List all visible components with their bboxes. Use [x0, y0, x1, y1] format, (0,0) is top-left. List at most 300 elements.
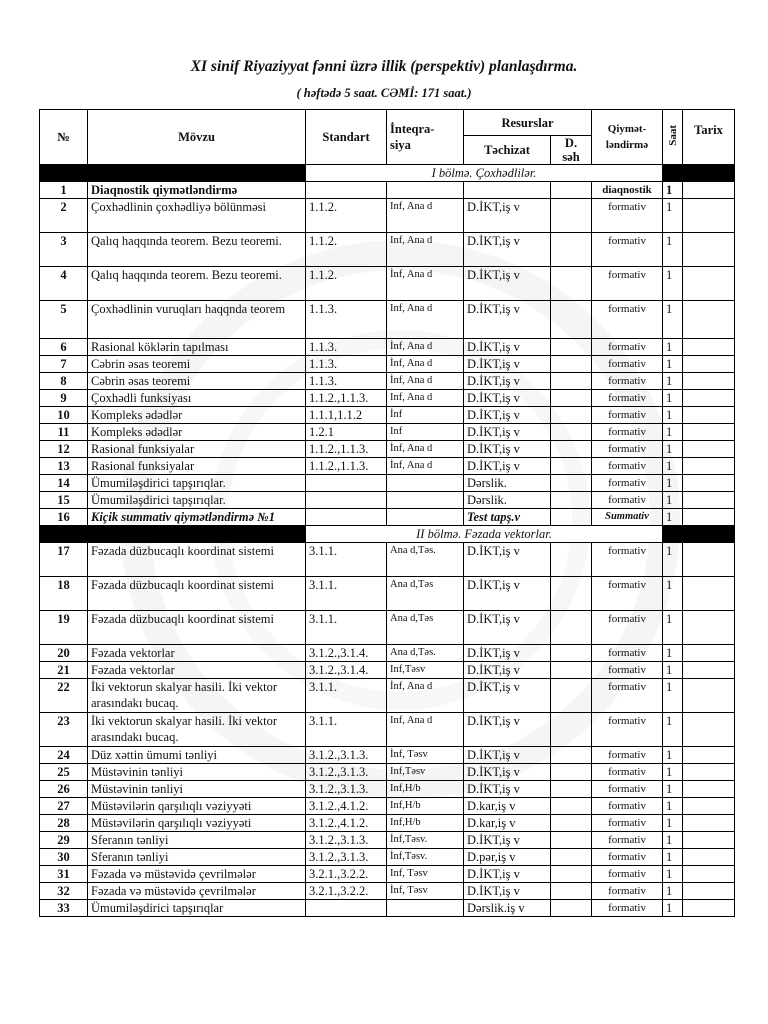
- row-equipment: D.İKT,iş v: [464, 764, 551, 781]
- row-topic: Müstəvinin tənliyi: [88, 781, 306, 798]
- row-topic: Rasional funksiyalar: [88, 441, 306, 458]
- header-assessment: Qiymət- ləndirmə: [592, 110, 663, 165]
- row-hours: 1: [663, 611, 683, 645]
- row-equipment: D.İKT,iş v: [464, 199, 551, 233]
- table-row: [40, 543, 735, 577]
- row-number: 22: [40, 679, 88, 713]
- row-topic: Sferanın tənliyi: [88, 832, 306, 849]
- row-standard: 1.1.2.: [306, 233, 387, 267]
- row-d-hour: [551, 713, 592, 747]
- row-integration: Inf: [387, 424, 464, 441]
- row-d-hour: [551, 233, 592, 267]
- row-hours: 1: [663, 182, 683, 199]
- row-equipment: D.İKT,iş v: [464, 866, 551, 883]
- row-standard: 1.1.2.: [306, 199, 387, 233]
- row-assessment: formativ: [592, 356, 663, 373]
- row-number: 29: [40, 832, 88, 849]
- row-standard: 1.1.2.,1.1.3.: [306, 441, 387, 458]
- row-standard: 3.1.1.: [306, 713, 387, 747]
- row-assessment: formativ: [592, 492, 663, 509]
- row-integration: Ana d,Təs: [387, 577, 464, 611]
- table-row: [40, 764, 735, 781]
- row-hours: 1: [663, 407, 683, 424]
- row-equipment: Test tapş.v: [464, 509, 551, 526]
- row-integration: İnf, Təsv: [387, 883, 464, 900]
- page-subtitle: ( həftədə 5 saat. CƏMİ: 171 saat.): [296, 86, 472, 100]
- row-assessment: formativ: [592, 662, 663, 679]
- row-date: [683, 407, 735, 424]
- header-standard: Standart: [306, 110, 387, 165]
- table-row: [40, 182, 735, 199]
- row-standard: 1.1.3.: [306, 339, 387, 356]
- row-d-hour: [551, 849, 592, 866]
- row-number: 14: [40, 475, 88, 492]
- row-hours: 1: [663, 339, 683, 356]
- row-d-hour: [551, 577, 592, 611]
- row-equipment: Dərslik.: [464, 475, 551, 492]
- table-row: [40, 356, 735, 373]
- row-assessment: formativ: [592, 267, 663, 301]
- row-date: [683, 798, 735, 815]
- row-d-hour: [551, 339, 592, 356]
- row-equipment: D.İKT,iş v: [464, 233, 551, 267]
- row-standard: [306, 900, 387, 917]
- row-hours: 1: [663, 713, 683, 747]
- row-date: [683, 199, 735, 233]
- row-integration: Inf, Ana d: [387, 199, 464, 233]
- row-d-hour: [551, 611, 592, 645]
- row-hours: 1: [663, 900, 683, 917]
- row-equipment: [464, 182, 551, 199]
- row-d-hour: [551, 301, 592, 339]
- row-d-hour: [551, 645, 592, 662]
- row-integration: İnf: [387, 407, 464, 424]
- row-topic: Müstəvinin tənliyi: [88, 764, 306, 781]
- row-date: [683, 747, 735, 764]
- row-assessment: formativ: [592, 645, 663, 662]
- row-equipment: Dərslik.iş v: [464, 900, 551, 917]
- row-topic: Ümumiləşdirici tapşırıqlar: [88, 900, 306, 917]
- row-equipment: D.İKT,iş v: [464, 356, 551, 373]
- row-hours: 1: [663, 883, 683, 900]
- row-number: 30: [40, 849, 88, 866]
- table-row: [40, 645, 735, 662]
- row-standard: 3.1.2.,3.1.3.: [306, 832, 387, 849]
- row-date: [683, 883, 735, 900]
- row-number: 28: [40, 815, 88, 832]
- row-date: [683, 233, 735, 267]
- row-standard: 1.1.3.: [306, 356, 387, 373]
- row-integration: [387, 492, 464, 509]
- row-hours: 1: [663, 199, 683, 233]
- row-assessment: formativ: [592, 713, 663, 747]
- section-bar-left: [40, 526, 306, 543]
- row-date: [683, 645, 735, 662]
- row-standard: 3.1.2.,3.1.4.: [306, 645, 387, 662]
- row-number: 10: [40, 407, 88, 424]
- row-standard: 3.1.1.: [306, 679, 387, 713]
- row-standard: 1.1.3.: [306, 373, 387, 390]
- row-topic: Müstəvilərin qarşılıqlı vəziyyəti: [88, 798, 306, 815]
- row-integration: İnf, Ana d: [387, 679, 464, 713]
- row-topic: Rasional funksiyalar: [88, 458, 306, 475]
- row-assessment: formativ: [592, 339, 663, 356]
- row-equipment: D.İKT,iş v: [464, 441, 551, 458]
- row-d-hour: [551, 182, 592, 199]
- row-d-hour: [551, 492, 592, 509]
- row-hours: 1: [663, 679, 683, 713]
- row-d-hour: [551, 815, 592, 832]
- row-d-hour: [551, 509, 592, 526]
- row-number: 12: [40, 441, 88, 458]
- row-assessment: formativ: [592, 199, 663, 233]
- section-title: I bölmə. Çoxhədlilər.: [306, 165, 663, 182]
- row-integration: Ana d,Təs: [387, 611, 464, 645]
- row-hours: 1: [663, 747, 683, 764]
- row-date: [683, 781, 735, 798]
- row-standard: 3.1.2.,3.1.3.: [306, 747, 387, 764]
- row-number: 32: [40, 883, 88, 900]
- header-equipment: Təchizat: [464, 136, 551, 165]
- table-row: [40, 199, 735, 233]
- row-equipment: D.İKT,iş v: [464, 747, 551, 764]
- row-standard: 3.1.2.,4.1.2.: [306, 815, 387, 832]
- row-equipment: D.İKT,iş v: [464, 339, 551, 356]
- row-integration: İnf, Ana d: [387, 373, 464, 390]
- row-integration: Ana d,Təs.: [387, 543, 464, 577]
- row-number: 1: [40, 182, 88, 199]
- row-integration: [387, 182, 464, 199]
- row-topic: Fəzada və müstəvidə çevrilmələr: [88, 883, 306, 900]
- row-date: [683, 339, 735, 356]
- header-topic: Mövzu: [88, 110, 306, 165]
- row-equipment: D.İKT,iş v: [464, 645, 551, 662]
- row-topic: Diaqnostik qiymətləndirmə: [88, 182, 306, 199]
- table-row: [40, 373, 735, 390]
- row-topic: Çoxhədlinin vuruqları haqqnda teorem: [88, 301, 306, 339]
- row-hours: 1: [663, 267, 683, 301]
- row-d-hour: [551, 679, 592, 713]
- row-integration: Ana d,Təs.: [387, 645, 464, 662]
- row-equipment: D.İKT,iş v: [464, 543, 551, 577]
- row-date: [683, 182, 735, 199]
- row-number: 17: [40, 543, 88, 577]
- row-assessment: formativ: [592, 815, 663, 832]
- row-hours: 1: [663, 645, 683, 662]
- row-standard: 1.1.3.: [306, 301, 387, 339]
- row-standard: 3.1.1.: [306, 543, 387, 577]
- row-d-hour: [551, 900, 592, 917]
- row-d-hour: [551, 832, 592, 849]
- row-number: 23: [40, 713, 88, 747]
- row-equipment: D.İKT,iş v: [464, 407, 551, 424]
- row-integration: Inf,Təsv: [387, 764, 464, 781]
- table-row: [40, 781, 735, 798]
- row-date: [683, 815, 735, 832]
- row-equipment: D.İKT,iş v: [464, 267, 551, 301]
- row-number: 16: [40, 509, 88, 526]
- row-integration: Inf, Ana d: [387, 713, 464, 747]
- row-topic: Düz xəttin ümumi tənliyi: [88, 747, 306, 764]
- section-bar-left: [40, 165, 306, 182]
- row-hours: 1: [663, 373, 683, 390]
- header-hours: [663, 110, 683, 165]
- row-hours: 1: [663, 390, 683, 407]
- row-equipment: D.pər,iş v: [464, 849, 551, 866]
- row-equipment: D.İKT,iş v: [464, 301, 551, 339]
- row-equipment: D.İKT,iş v: [464, 883, 551, 900]
- row-integration: İnf, Ana d: [387, 339, 464, 356]
- row-number: 9: [40, 390, 88, 407]
- table-row: [40, 267, 735, 301]
- row-integration: [387, 509, 464, 526]
- row-hours: 1: [663, 458, 683, 475]
- row-standard: 3.1.2.,3.1.4.: [306, 662, 387, 679]
- plan-table: [39, 109, 735, 917]
- table-row: [40, 832, 735, 849]
- row-number: 7: [40, 356, 88, 373]
- row-d-hour: [551, 390, 592, 407]
- row-standard: 1.1.2.,1.1.3.: [306, 458, 387, 475]
- row-integration: İnf, Ana d: [387, 267, 464, 301]
- table-row: [40, 390, 735, 407]
- row-date: [683, 301, 735, 339]
- table-row: [40, 509, 735, 526]
- row-standard: 3.1.2.,3.1.3.: [306, 781, 387, 798]
- plan-body: [40, 165, 735, 917]
- row-topic: Fəzada düzbucaqlı koordinat sistemi: [88, 577, 306, 611]
- row-integration: Inf,H/b: [387, 815, 464, 832]
- row-topic: İki vektorun skalyar hasili. İki vektor arasındakı bucaq.: [88, 679, 306, 713]
- row-standard: [306, 492, 387, 509]
- row-equipment: D.İKT,iş v: [464, 781, 551, 798]
- table-row: [40, 441, 735, 458]
- row-equipment: D.İKT,iş v: [464, 458, 551, 475]
- table-row: [40, 424, 735, 441]
- row-integration: Inf,Təsv: [387, 662, 464, 679]
- row-topic: Sferanın tənliyi: [88, 849, 306, 866]
- header-no: №: [40, 110, 88, 165]
- table-row: [40, 713, 735, 747]
- row-equipment: D.İKT,iş v: [464, 679, 551, 713]
- row-d-hour: [551, 475, 592, 492]
- row-date: [683, 764, 735, 781]
- row-assessment: formativ: [592, 900, 663, 917]
- row-topic: Çoxhədli funksiyası: [88, 390, 306, 407]
- row-topic: İki vektorun skalyar hasili. İki vektor arasındakı bucaq.: [88, 713, 306, 747]
- row-equipment: D.kar,iş v: [464, 815, 551, 832]
- row-equipment: D.İKT,iş v: [464, 662, 551, 679]
- row-d-hour: [551, 866, 592, 883]
- row-standard: [306, 182, 387, 199]
- row-standard: 3.1.2.,3.1.3.: [306, 764, 387, 781]
- section-bar-right: [663, 526, 735, 543]
- row-assessment: formativ: [592, 781, 663, 798]
- row-assessment: formativ: [592, 764, 663, 781]
- row-hours: 1: [663, 662, 683, 679]
- row-number: 20: [40, 645, 88, 662]
- section-row: [40, 526, 735, 543]
- row-hours: 1: [663, 577, 683, 611]
- header-d-hour: D. səh: [551, 136, 592, 165]
- row-date: [683, 267, 735, 301]
- row-date: [683, 543, 735, 577]
- header-date: Tarix: [683, 110, 735, 165]
- row-hours: 1: [663, 441, 683, 458]
- row-assessment: formativ: [592, 747, 663, 764]
- row-hours: 1: [663, 301, 683, 339]
- row-assessment: formativ: [592, 458, 663, 475]
- table-row: [40, 577, 735, 611]
- row-date: [683, 390, 735, 407]
- row-hours: 1: [663, 781, 683, 798]
- row-assessment: Summativ: [592, 509, 663, 526]
- row-date: [683, 356, 735, 373]
- row-topic: Cəbrin əsas teoremi: [88, 356, 306, 373]
- table-row: [40, 798, 735, 815]
- row-d-hour: [551, 267, 592, 301]
- page-title: XI sinif Riyaziyyat fənni üzrə illik (perspektiv) planlaşdırma.: [190, 58, 578, 75]
- row-date: [683, 713, 735, 747]
- row-number: 33: [40, 900, 88, 917]
- row-date: [683, 441, 735, 458]
- table-row: [40, 407, 735, 424]
- row-topic: Cəbrin əsas teoremi: [88, 373, 306, 390]
- row-assessment: formativ: [592, 407, 663, 424]
- row-integration: Inf, Təsv: [387, 866, 464, 883]
- row-hours: 1: [663, 798, 683, 815]
- row-number: 11: [40, 424, 88, 441]
- row-standard: 3.1.2.,3.1.3.: [306, 849, 387, 866]
- row-integration: İnf, Təsv: [387, 747, 464, 764]
- row-standard: [306, 509, 387, 526]
- row-date: [683, 900, 735, 917]
- row-standard: 3.1.1.: [306, 577, 387, 611]
- row-integration: İnf, Ana d: [387, 458, 464, 475]
- row-hours: 1: [663, 233, 683, 267]
- row-d-hour: [551, 798, 592, 815]
- table-row: [40, 883, 735, 900]
- row-d-hour: [551, 883, 592, 900]
- row-topic: Ümumiləşdirici tapşırıqlar.: [88, 492, 306, 509]
- table-row: [40, 301, 735, 339]
- row-topic: Fəzada düzbucaqlı koordinat sistemi: [88, 543, 306, 577]
- table-row: [40, 900, 735, 917]
- row-assessment: formativ: [592, 866, 663, 883]
- row-standard: 3.1.1.: [306, 611, 387, 645]
- row-assessment: formativ: [592, 301, 663, 339]
- table-row: [40, 815, 735, 832]
- row-assessment: formativ: [592, 611, 663, 645]
- row-standard: 3.2.1.,3.2.2.: [306, 866, 387, 883]
- row-equipment: Dərslik.: [464, 492, 551, 509]
- row-equipment: D.İKT,iş v: [464, 577, 551, 611]
- row-hours: 1: [663, 356, 683, 373]
- row-date: [683, 832, 735, 849]
- row-topic: Fəzada və müstəvidə çevrilmələr: [88, 866, 306, 883]
- row-number: 3: [40, 233, 88, 267]
- row-equipment: D.İKT,iş v: [464, 424, 551, 441]
- row-hours: 1: [663, 866, 683, 883]
- row-number: 24: [40, 747, 88, 764]
- row-integration: İnf, Ana d: [387, 441, 464, 458]
- table-row: [40, 458, 735, 475]
- row-hours: 1: [663, 492, 683, 509]
- row-number: 2: [40, 199, 88, 233]
- row-topic: Müstəvilərin qarşılıqlı vəziyyəti: [88, 815, 306, 832]
- row-assessment: formativ: [592, 233, 663, 267]
- row-number: 21: [40, 662, 88, 679]
- row-date: [683, 679, 735, 713]
- table-row: [40, 662, 735, 679]
- row-topic: Kompleks ədədlər: [88, 407, 306, 424]
- header-hours-label: Saat: [666, 124, 679, 146]
- row-d-hour: [551, 543, 592, 577]
- table-row: [40, 679, 735, 713]
- row-equipment: D.İKT,iş v: [464, 611, 551, 645]
- row-integration: [387, 900, 464, 917]
- row-assessment: formativ: [592, 475, 663, 492]
- row-number: 6: [40, 339, 88, 356]
- row-d-hour: [551, 424, 592, 441]
- row-integration: İnf,Təsv.: [387, 832, 464, 849]
- row-assessment: formativ: [592, 883, 663, 900]
- row-integration: [387, 475, 464, 492]
- row-hours: 1: [663, 815, 683, 832]
- table-row: [40, 475, 735, 492]
- row-topic: Fəzada düzbucaqlı koordinat sistemi: [88, 611, 306, 645]
- row-d-hour: [551, 356, 592, 373]
- row-d-hour: [551, 662, 592, 679]
- row-date: [683, 475, 735, 492]
- row-number: 4: [40, 267, 88, 301]
- section-title: II bölmə. Fəzada vektorlar.: [306, 526, 663, 543]
- row-assessment: formativ: [592, 577, 663, 611]
- row-date: [683, 611, 735, 645]
- row-standard: 3.2.1.,3.2.2.: [306, 883, 387, 900]
- row-integration: İnf,Təsv.: [387, 849, 464, 866]
- row-date: [683, 866, 735, 883]
- row-assessment: formativ: [592, 832, 663, 849]
- row-topic: Fəzada vektorlar: [88, 662, 306, 679]
- row-topic: Fəzada vektorlar: [88, 645, 306, 662]
- table-row: [40, 611, 735, 645]
- row-number: 8: [40, 373, 88, 390]
- row-hours: 1: [663, 849, 683, 866]
- row-date: [683, 577, 735, 611]
- row-date: [683, 509, 735, 526]
- row-standard: 1.1.2.,1.1.3.: [306, 390, 387, 407]
- row-number: 13: [40, 458, 88, 475]
- row-equipment: D.kar,iş v: [464, 798, 551, 815]
- row-standard: 1.1.1,1.1.2: [306, 407, 387, 424]
- row-date: [683, 662, 735, 679]
- row-assessment: formativ: [592, 424, 663, 441]
- row-d-hour: [551, 747, 592, 764]
- row-hours: 1: [663, 475, 683, 492]
- row-assessment: formativ: [592, 679, 663, 713]
- row-d-hour: [551, 781, 592, 798]
- row-hours: 1: [663, 543, 683, 577]
- row-topic: Ümumiləşdirici tapşırıqlar.: [88, 475, 306, 492]
- table-row: [40, 233, 735, 267]
- row-assessment: formativ: [592, 798, 663, 815]
- row-d-hour: [551, 458, 592, 475]
- row-equipment: D.İKT,iş v: [464, 390, 551, 407]
- row-integration: İnf, Ana d: [387, 356, 464, 373]
- section-row: [40, 165, 735, 182]
- row-topic: Çoxhədlinin çoxhədliyə bölünməsi: [88, 199, 306, 233]
